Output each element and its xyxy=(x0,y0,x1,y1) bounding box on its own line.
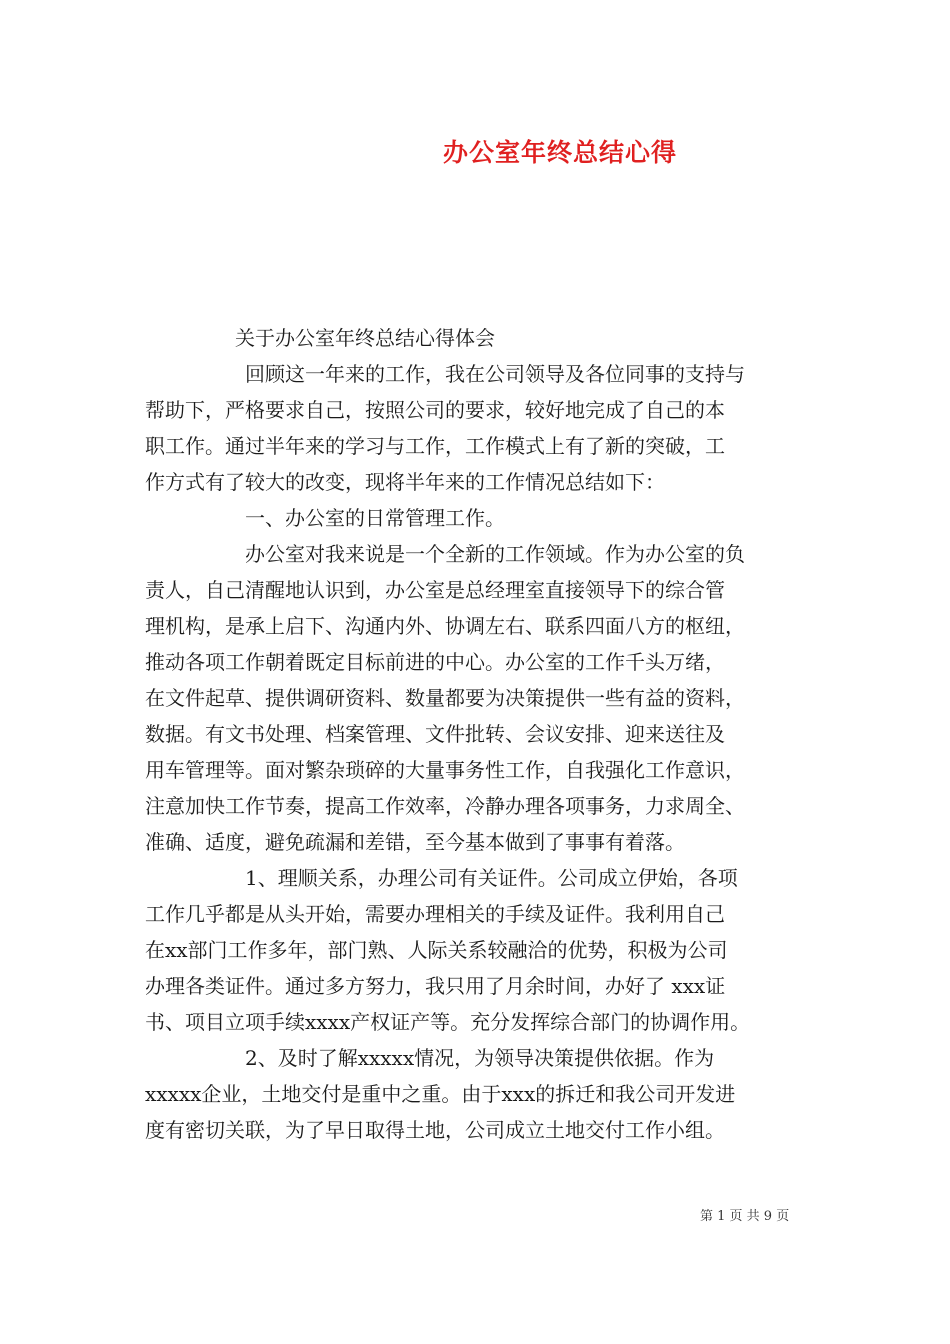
text-line: 准确、适度，避免疏漏和差错，至今基本做到了事事有着落。 xyxy=(145,830,685,854)
text-line: 用车管理等。面对繁杂琐碎的大量事务性工作，自我强化工作意识， xyxy=(145,758,745,782)
text-line: 在文件起草、提供调研资料、数量都要为决策提供一些有益的资料， xyxy=(145,686,745,710)
text-line: 度有密切关联，为了早日取得土地，公司成立土地交付工作小组。 xyxy=(145,1118,725,1142)
text-line: 工作几乎都是从头开始，需要办理相关的手续及证件。我利用自己 xyxy=(145,902,725,926)
text-line: 职工作。通过半年来的学习与工作，工作模式上有了新的突破，工 xyxy=(145,434,725,458)
document-body xyxy=(145,320,815,1148)
text-line: 在xx部门工作多年，部门熟、人际关系较融洽的优势，积极为公司 xyxy=(145,938,728,962)
text-line: 帮助下，严格要求自己，按照公司的要求，较好地完成了自己的本 xyxy=(145,398,725,422)
text-line: 书、项目立项手续xxxx产权证产等。充分发挥综合部门的协调作用。 xyxy=(145,1010,751,1034)
text-line: 责人，自己清醒地认识到，办公室是总经理室直接领导下的综合管 xyxy=(145,578,725,602)
text-line: 办理各类证件。通过多方努力，我只用了月余时间，办好了 xxx证 xyxy=(145,974,726,998)
text-line: 办公室对我来说是一个全新的工作领域。作为办公室的负 xyxy=(245,542,745,566)
text-line: xxxxx企业，土地交付是重中之重。由于xxx的拆迁和我公司开发进 xyxy=(145,1082,736,1106)
text-line: 理机构，是承上启下、沟通内外、协调左右、联系四面八方的枢纽， xyxy=(145,614,745,638)
text-line: 一、办公室的日常管理工作。 xyxy=(245,506,505,530)
text-line: 作方式有了较大的改变，现将半年来的工作情况总结如下： xyxy=(145,470,665,494)
text-line: 数据。有文书处理、档案管理、文件批转、会议安排、迎来送往及 xyxy=(145,722,725,746)
text-line: 2、及时了解xxxxx情况，为领导决策提供依据。作为 xyxy=(245,1046,715,1070)
page-number: 第 1 页 共 9 页 xyxy=(700,1209,790,1224)
text-line: 注意加快工作节奏，提高工作效率，冷静办理各项事务，力求周全、 xyxy=(145,794,745,818)
text-line: 关于办公室年终总结心得体会 xyxy=(235,326,495,350)
text-line: 回顾这一年来的工作，我在公司领导及各位同事的支持与 xyxy=(245,362,745,386)
text-line: 1、理顺关系，办理公司有关证件。公司成立伊始，各项 xyxy=(245,866,738,890)
text-line: 推动各项工作朝着既定目标前进的中心。办公室的工作千头万绪， xyxy=(145,650,725,674)
document-title: 办公室年终总结心得 xyxy=(442,138,677,167)
